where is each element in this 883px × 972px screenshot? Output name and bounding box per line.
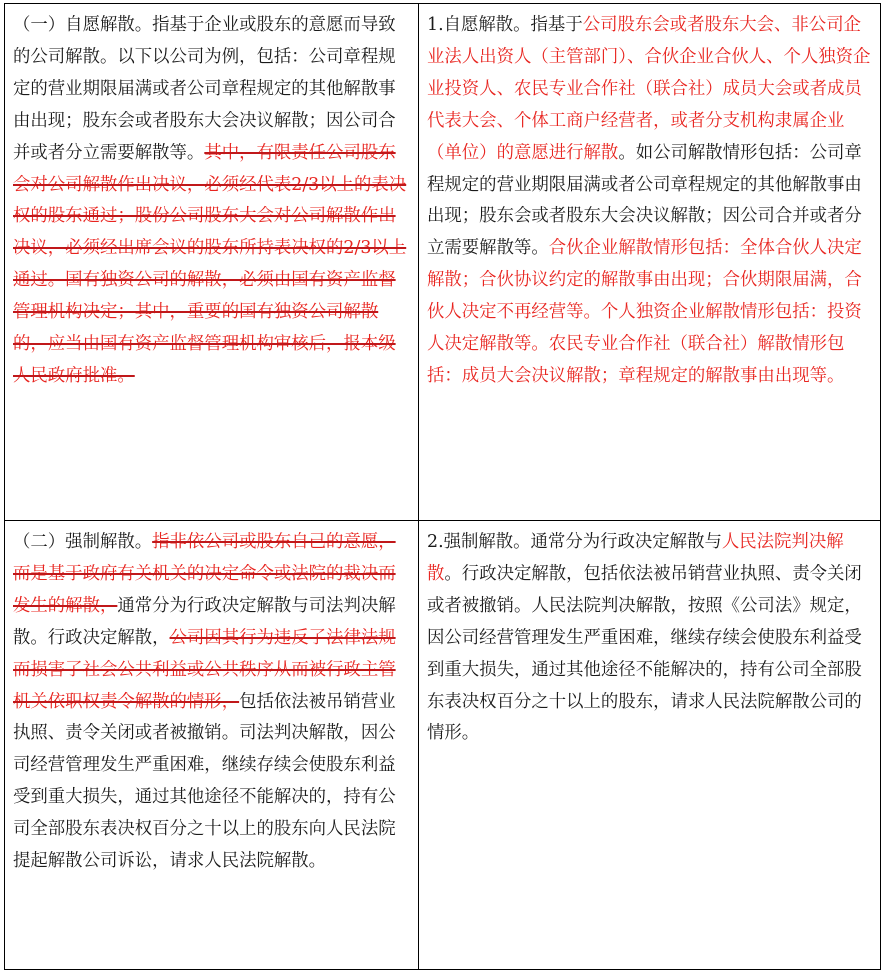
table-row <box>5 521 881 970</box>
added-text-segment: 合伙企业解散情形包括：全体合伙人决定解散；合伙协议约定的解散事由出现；合伙期限届满，合伙人决定不再经营等。个人独资企业解散情形包括：投资人决定解散等。农民专业合作社（联合社）解散情形包括：成员大会决议解散；章程规定的解散事由出现等。 <box>427 238 862 386</box>
deleted-text-segment: 公司因其行为违反了法律法规而损害了社会公共利益或公共秩序从而被行政主管机关依职权责令解散的情形， <box>13 627 396 712</box>
compulsory-dissolution-new-cell <box>419 521 881 970</box>
added-text-segment: 人民法院判决解散 <box>427 532 844 584</box>
text-segment: 。行政决定解散，包括依法被吊销营业执照、责令关闭或者被撤销。人民法院判决解散，按照《公司法》规定，因公司经营管理发生严重困难，继续存续会使股东利益受到重大损失，通过其他途径不能解决的，持有公司全部股东表决权百分之十以上的股东，请求人民法院解散公司的情形。 <box>427 563 862 744</box>
table-row <box>5 4 881 521</box>
deleted-text-segment: 其中，有限责任公司股东会对公司解散作出决议，必须经代表2/3以上的表决权的股东通过；股份公司股东大会对公司解散作出决议，必须经出席会议的股东所持表决权的2/3以上通过。国有独资公司的解散，必须由国有资产监督管理机构决定；其中，重要的国有独资公司解散的，应当由国有资产监督管理机构审核后，报本级人民政府批准。 <box>13 142 407 386</box>
text-segment: 2.强制解散。通常分为行政决定解散与 <box>427 532 722 552</box>
text-segment: 包括依法被吊销营业执照、责令关闭或者被撤销。司法判决解散，因公司经营管理发生严重困难，继续存续会使股东利益受到重大损失，通过其他途径不能解决的，持有公司全部股东表决权百分之十以上的股东向人民法院提起解散公司诉讼，请求人民法院解散。 <box>13 691 396 872</box>
compulsory-dissolution-old-cell <box>5 521 419 970</box>
text-segment: （二）强制解散。 <box>13 532 153 552</box>
text-segment: （一）自愿解散。指基于企业或股东的意愿而导致的公司解散。以下以公司为例，包括：公司章程规定的营业期限届满或者公司章程规定的其他解散事由出现；股东会或者股东大会决议解散；因公司合并或者分立需要解散等。 <box>13 15 396 163</box>
text-segment: 。如公司解散情形包括：公司章程规定的营业期限届满或者公司章程规定的其他解散事由出现；股东会或者股东大会决议解散；因公司合并或者分立需要解散等。 <box>427 142 862 259</box>
comparison-table <box>4 3 881 970</box>
text-segment: 1.自愿解散。指基于 <box>427 15 583 35</box>
deleted-text-segment: 指非依公司或股东自己的意愿，而是基于政府有关机关的决定命令或法院的裁决而发生的解散， <box>13 532 396 616</box>
added-text-segment: 公司股东会或者股东大会、非公司企业法人出资人（主管部门）、合伙企业合伙人、个人独资企业投资人、农民专业合作社（联合社）成员大会或者成员代表大会、个体工商户经营者，或者分支机构隶属企业（单位）的意愿进行解散 <box>427 15 871 163</box>
voluntary-dissolution-old-cell <box>5 4 419 521</box>
text-segment: 通常分为行政决定解散与司法判决解散。行政决定解散， <box>13 595 396 648</box>
voluntary-dissolution-new-cell <box>419 4 881 521</box>
